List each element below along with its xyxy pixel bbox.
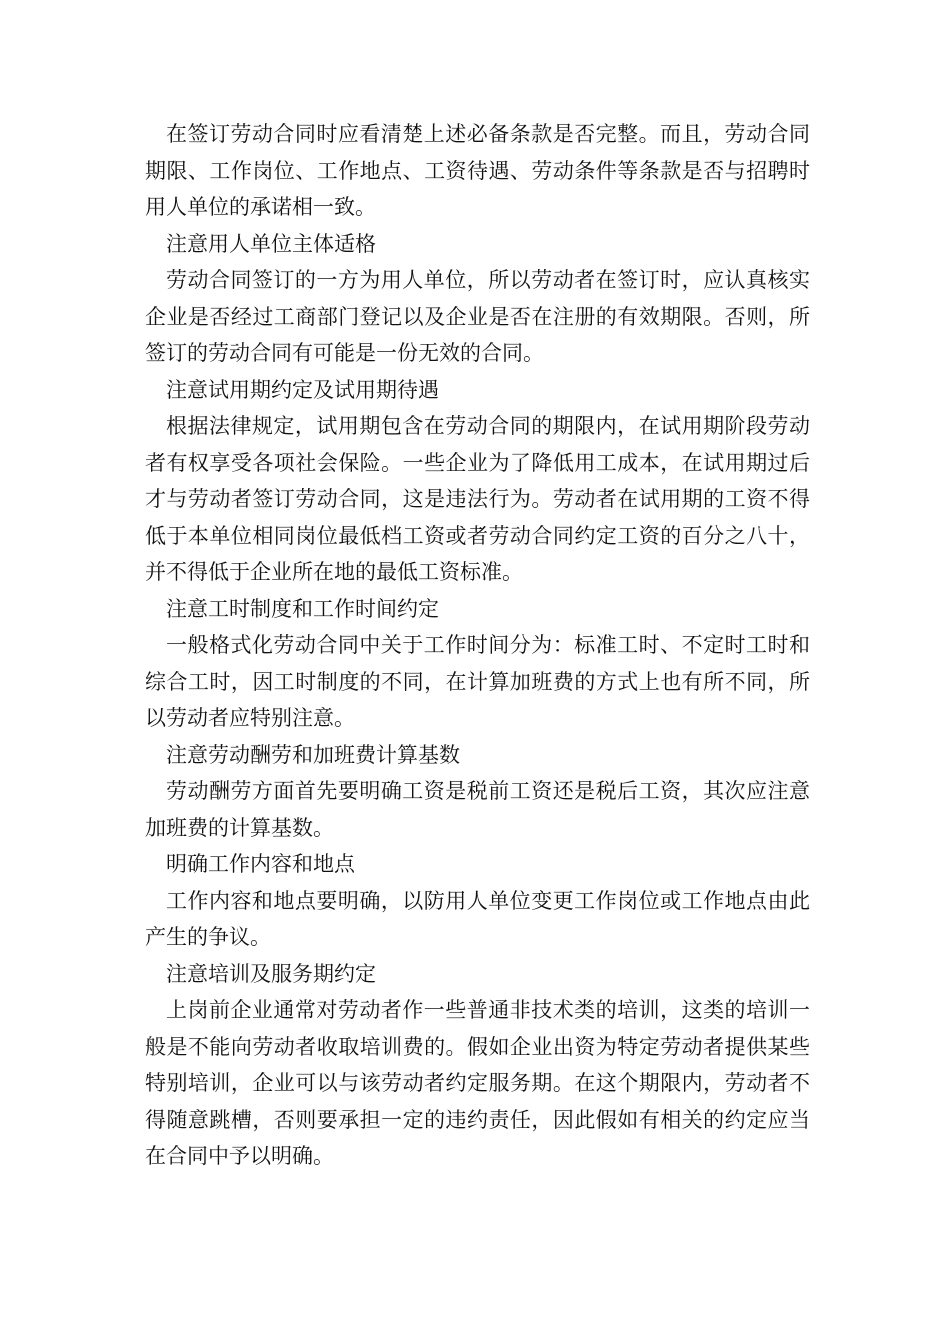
- heading-remuneration-overtime: 注意劳动酬劳和加班费计算基数: [166, 742, 460, 767]
- paragraph-employer-qualification: 劳动合同签订的一方为用人单位，所以劳动者在签订时，应认真核实企业是否经过工商部门登记以及企业是否在注册的有效期限。否则，所签订的劳动合同有可能是一份无效的合同。: [145, 268, 810, 365]
- paragraph-training-service: 上岗前企业通常对劳动者作一些普通非技术类的培训，这类的培训一般是不能向劳动者收取培训费的。假如企业出资为特定劳动者提供某些特别培训，企业可以与该劳动者约定服务期。在这个期限内，劳动者不得随意跳槽，否则要承担一定的违约责任，因此假如有相关的约定应当在合同中予以明确。: [145, 998, 810, 1168]
- paragraph-probation-period: 根据法律规定，试用期包含在劳动合同的期限内，在试用期阶段劳动者有权享受各项社会保险。一些企业为了降低用工成本，在试用期过后才与劳动者签订劳动合同，这是违法行为。劳动者在试用期的工资不得低于本单位相同岗位最低档工资或者劳动合同约定工资的百分之八十，并不得低于企业所在地的最低工资标准。: [145, 414, 810, 584]
- heading-training-service: 注意培训及服务期约定: [166, 961, 376, 986]
- heading-job-content-location: 明确工作内容和地点: [166, 852, 355, 876]
- heading-probation-period: 注意试用期约定及试用期待遇: [166, 377, 439, 402]
- heading-employer-qualification: 注意用人单位主体适格: [166, 231, 376, 256]
- paragraph-remuneration-overtime: 劳动酬劳方面首先要明确工资是税前工资还是税后工资，其次应注意加班费的计算基数。: [145, 779, 810, 840]
- paragraph-contract-clauses: 在签订劳动合同时应看清楚上述必备条款是否完整。而且，劳动合同期限、工作岗位、工作地点、工资待遇、劳动条件等条款是否与招聘时用人单位的承诺相一致。: [145, 122, 810, 219]
- heading-working-hours: 注意工时制度和工作时间约定: [166, 596, 439, 621]
- paragraph-working-hours: 一般格式化劳动合同中关于工作时间分为：标准工时、不定时工时和综合工时，因工时制度的不同，在计算加班费的方式上也有所不同，所以劳动者应特别注意。: [145, 633, 810, 730]
- document-page: [145, 116, 810, 1175]
- paragraph-job-content-location: 工作内容和地点要明确，以防用人单位变更工作岗位或工作地点由此产生的争议。: [145, 888, 810, 949]
